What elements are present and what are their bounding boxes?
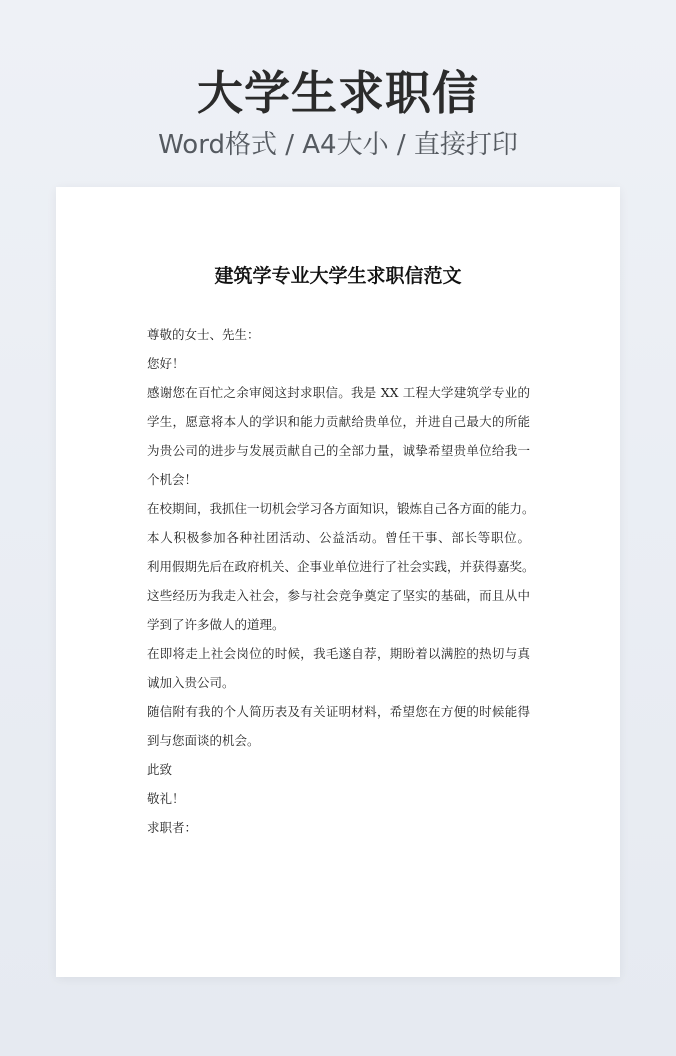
paragraph-line: 个机会！: [147, 472, 198, 487]
document-body: [147, 320, 535, 842]
salutation: 尊敬的女士、先生：: [147, 327, 260, 342]
paragraph-line: 随信附有我的个人简历表及有关证明材料，希望您在方便的时候能得: [147, 704, 530, 719]
greeting: 您好！: [147, 356, 185, 371]
paragraph-line: 感谢您在百忙之余审阅这封求职信。我是 XX 工程大学建筑学专业的: [147, 385, 530, 400]
paragraph-line: 在即将走上社会岗位的时候，我毛遂自荐，期盼着以满腔的热切与真: [147, 646, 530, 661]
paragraph-line: 本人积极参加各种社团活动、公益活动。曾任干事、部长等职位。: [147, 530, 530, 545]
signature-line: 求职者：: [147, 820, 198, 835]
paragraph-line: 诚加入贵公司。: [147, 675, 235, 690]
paragraph-line: 在校期间，我抓住一切机会学习各方面知识，锻炼自己各方面的能力。: [147, 501, 535, 516]
banner: [0, 62, 676, 164]
paragraph-line: 为贵公司的进步与发展贡献自己的全部力量，诚挚希望贵单位给我一: [147, 443, 530, 458]
banner-subtitle: Word格式 / A4大小 / 直接打印: [158, 130, 518, 160]
banner-title: 大学生求职信: [197, 66, 479, 120]
paragraph-line: 到与您面谈的机会。: [147, 733, 260, 748]
paragraph-line: 学生，愿意将本人的学识和能力贡献给贵单位，并进自己最大的所能: [147, 414, 530, 429]
document-title: 建筑学专业大学生求职信范文: [214, 265, 462, 287]
closing-line: 敬礼！: [147, 791, 185, 806]
paragraph-line: 这些经历为我走入社会，参与社会竞争奠定了坚实的基础，而且从中: [147, 588, 530, 603]
paragraph-line: 学到了许多做人的道理。: [147, 617, 285, 632]
paragraph-line: 利用假期先后在政府机关、企事业单位进行了社会实践，并获得嘉奖。: [147, 559, 535, 574]
document-page: [56, 187, 620, 977]
closing-line: 此致: [147, 762, 173, 777]
